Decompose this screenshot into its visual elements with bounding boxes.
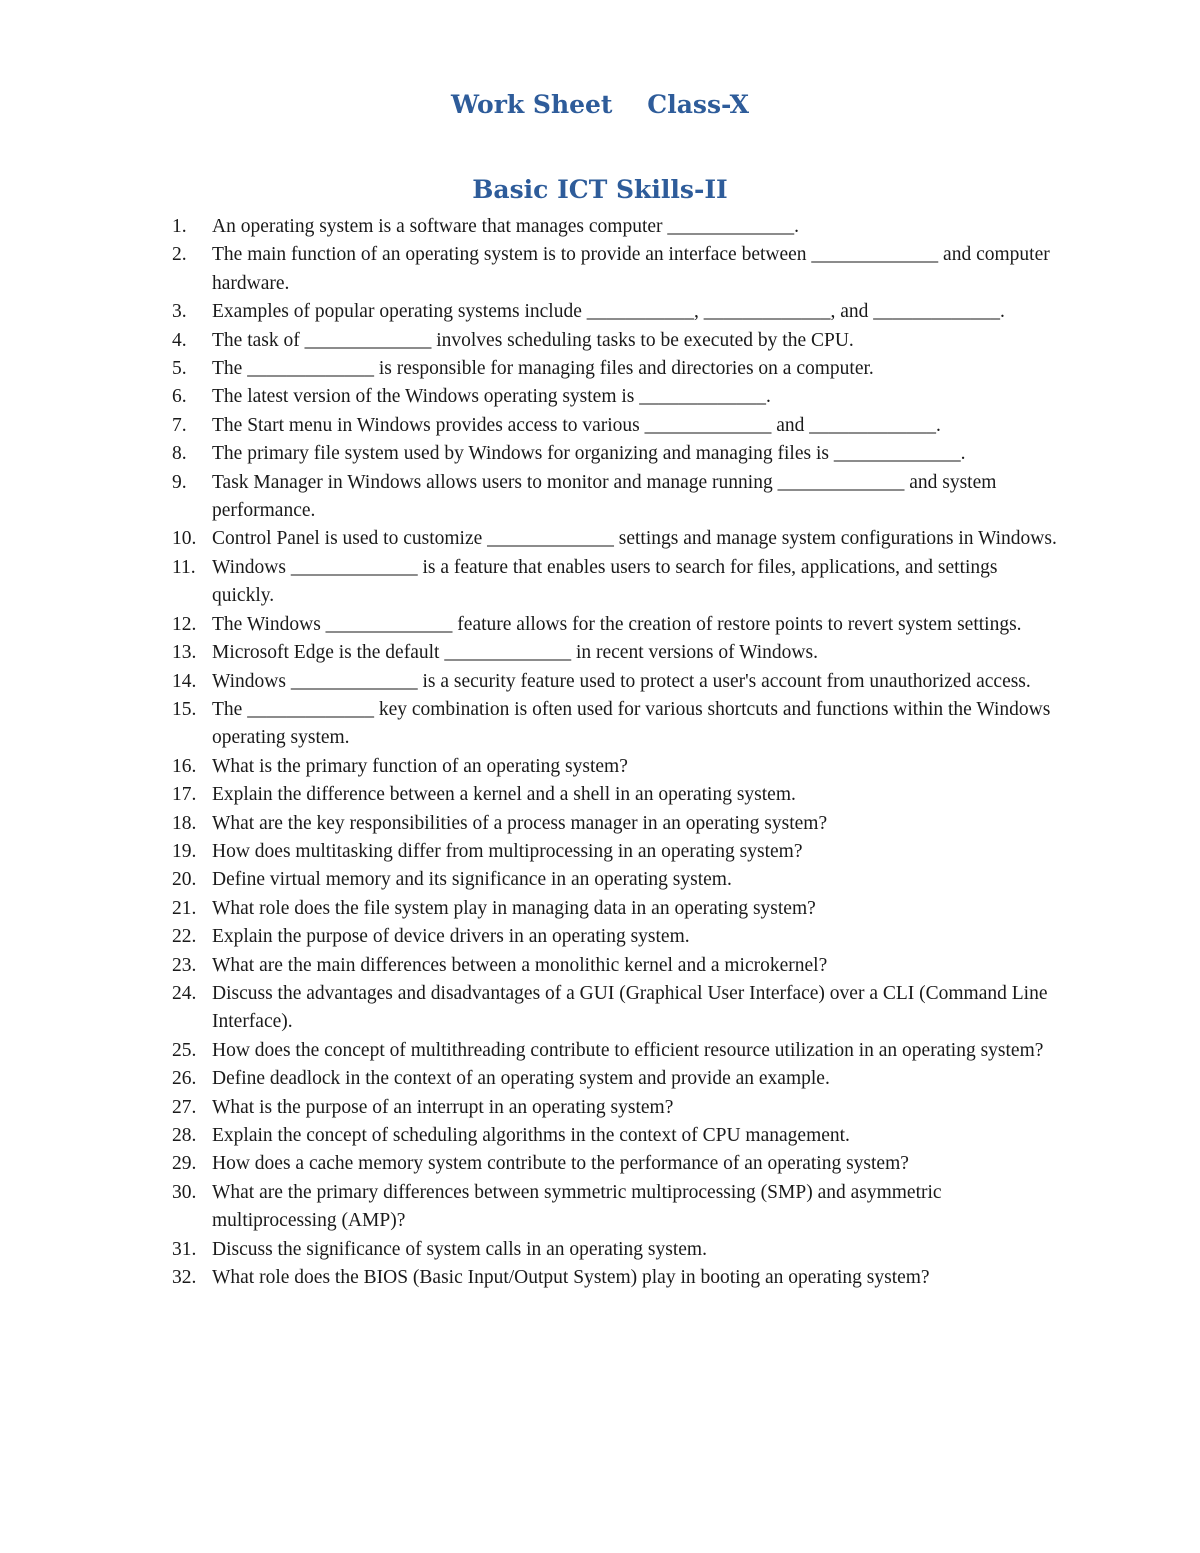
question-number: 8.	[172, 443, 187, 465]
question-item	[172, 1179, 1062, 1236]
question-item	[172, 440, 1062, 468]
question-item	[172, 895, 1062, 923]
question-text: Define deadlock in the context of an operating system and provide an example.	[212, 1068, 830, 1090]
question-item	[172, 1150, 1062, 1178]
question-item	[172, 980, 1062, 1037]
question-number: 7.	[172, 414, 187, 436]
question-text: What is the purpose of an interrupt in an operating system?	[212, 1096, 674, 1118]
question-text: What are the primary differences between symmetric multiprocessing (SMP) and asymmetric multiprocessing (AMP)?	[212, 1181, 942, 1232]
question-text: The _____________ is responsible for managing files and directories on a computer.	[212, 358, 874, 380]
question-item	[172, 668, 1062, 696]
question-text: Examples of popular operating systems include ___________, _____________, and _____________.	[212, 301, 1005, 323]
question-item	[172, 866, 1062, 894]
question-text: Discuss the advantages and disadvantages of a GUI (Graphical User Interface) over a CLI (Command Line Interface).	[212, 982, 1048, 1033]
question-item	[172, 810, 1062, 838]
question-number: 14.	[172, 670, 197, 692]
question-text: How does a cache memory system contribute to the performance of an operating system?	[212, 1153, 909, 1175]
question-item	[172, 696, 1062, 753]
question-item	[172, 639, 1062, 667]
question-number: 22.	[172, 926, 197, 948]
question-number: 27.	[172, 1096, 197, 1118]
question-item	[172, 469, 1062, 526]
question-item	[172, 241, 1062, 298]
question-item	[172, 1236, 1062, 1264]
question-number: 21.	[172, 897, 197, 919]
question-number: 9.	[172, 471, 187, 493]
worksheet-title: Work Sheet Class-X	[450, 90, 749, 119]
question-text: Define virtual memory and its significance in an operating system.	[212, 869, 732, 891]
question-item	[172, 838, 1062, 866]
question-item	[172, 952, 1062, 980]
question-number: 5.	[172, 358, 187, 380]
question-number: 13.	[172, 642, 197, 664]
question-text: Windows _____________ is a feature that enables users to search for files, applications, and settings quickly.	[212, 556, 998, 607]
question-number: 17.	[172, 784, 197, 806]
question-number: 2.	[172, 244, 187, 266]
question-text: What are the key responsibilities of a process manager in an operating system?	[212, 812, 828, 834]
question-item	[172, 1122, 1062, 1150]
question-text: How does the concept of multithreading contribute to efficient resource utilization in an operating system?	[212, 1039, 1044, 1061]
question-item	[172, 781, 1062, 809]
question-item	[172, 611, 1062, 639]
question-number: 18.	[172, 812, 197, 834]
question-number: 26.	[172, 1068, 197, 1090]
question-text: Explain the difference between a kernel and a shell in an operating system.	[212, 784, 796, 806]
question-text: The Windows _____________ feature allows for the creation of restore points to revert system settings.	[212, 613, 1022, 635]
question-text: Discuss the significance of system calls in an operating system.	[212, 1238, 707, 1260]
question-text: Explain the purpose of device drivers in an operating system.	[212, 926, 690, 948]
question-number: 1.	[172, 216, 187, 237]
question-text: The _____________ key combination is often used for various shortcuts and functions within the Windows operating system.	[212, 698, 1051, 749]
worksheet-subtitle: Basic ICT Skills-II	[472, 175, 728, 204]
question-item	[172, 383, 1062, 411]
question-text: How does multitasking differ from multiprocessing in an operating system?	[212, 840, 803, 862]
question-number: 24.	[172, 982, 197, 1004]
question-text: Microsoft Edge is the default _____________ in recent versions of Windows.	[212, 642, 818, 664]
question-number: 6.	[172, 386, 187, 408]
question-text: What are the main differences between a monolithic kernel and a microkernel?	[212, 954, 828, 976]
question-list	[172, 213, 1062, 1292]
question-number: 25.	[172, 1039, 197, 1061]
question-number: 32.	[172, 1267, 197, 1289]
question-text: The task of _____________ involves scheduling tasks to be executed by the CPU.	[212, 329, 854, 351]
question-number: 28.	[172, 1125, 197, 1146]
question-item	[172, 554, 1062, 611]
question-number: 30.	[172, 1181, 197, 1203]
question-text: What role does the BIOS (Basic Input/Output System) play in booting an operating system?	[212, 1267, 930, 1289]
question-text: The Start menu in Windows provides access to various _____________ and _____________.	[212, 414, 941, 436]
question-item	[172, 1094, 1062, 1122]
question-item	[172, 923, 1062, 951]
question-item	[172, 327, 1062, 355]
question-text: Explain the concept of scheduling algorithms in the context of CPU management.	[212, 1125, 850, 1146]
question-text: What is the primary function of an operating system?	[212, 755, 628, 777]
question-number: 10.	[172, 528, 197, 550]
question-text: An operating system is a software that manages computer _____________.	[212, 216, 800, 237]
question-number: 29.	[172, 1153, 197, 1175]
question-text: The primary file system used by Windows for organizing and managing files is _____________.	[212, 443, 966, 465]
question-item	[172, 1264, 1062, 1292]
question-text: The latest version of the Windows operating system is _____________.	[212, 386, 771, 408]
question-number: 19.	[172, 840, 197, 862]
question-item	[172, 525, 1062, 553]
question-number: 16.	[172, 755, 197, 777]
question-number: 4.	[172, 329, 187, 351]
question-item	[172, 355, 1062, 383]
question-text: Control Panel is used to customize _____________ settings and manage system configurations in Windows.	[212, 528, 1057, 550]
question-item	[172, 753, 1062, 781]
question-item	[172, 298, 1062, 326]
question-text: The main function of an operating system is to provide an interface between _____________ and computer hardware.	[212, 244, 1050, 294]
question-item	[172, 213, 1062, 241]
question-text: Task Manager in Windows allows users to monitor and manage running _____________ and system performance.	[212, 471, 997, 522]
question-number: 20.	[172, 869, 197, 891]
question-number: 11.	[172, 556, 196, 578]
question-number: 31.	[172, 1238, 197, 1260]
question-item	[172, 1037, 1062, 1065]
question-number: 23.	[172, 954, 197, 976]
question-number: 15.	[172, 698, 197, 720]
question-text: What role does the file system play in managing data in an operating system?	[212, 897, 816, 919]
question-number: 12.	[172, 613, 197, 635]
question-text: Windows _____________ is a security feature used to protect a user's account from unauthorized access.	[212, 670, 1031, 692]
question-number: 3.	[172, 301, 187, 323]
question-item	[172, 412, 1062, 440]
question-item	[172, 1065, 1062, 1093]
